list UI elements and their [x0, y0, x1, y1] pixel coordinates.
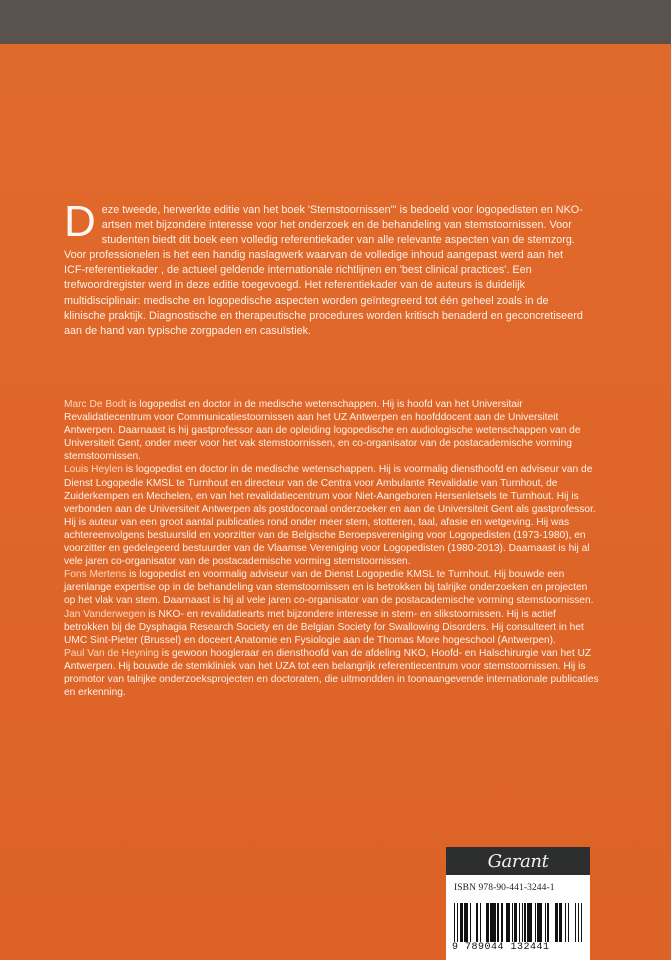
author-name: Louis Heylen — [64, 464, 123, 476]
barcode — [454, 903, 582, 942]
author-fons-mertens — [64, 568, 600, 607]
barcode-number: 9 789044 132441 — [452, 942, 550, 953]
author-name: Paul Van de Heyning — [64, 647, 159, 659]
author-name: Jan Vanderwegen — [64, 608, 146, 620]
barcode-bar — [581, 903, 582, 942]
isbn-label: ISBN 978-90-441-3244-1 — [454, 883, 555, 893]
author-biographies — [64, 398, 600, 699]
publisher-logo: Garant — [446, 847, 590, 875]
author-paul-van-de-heyning — [64, 647, 600, 699]
author-bio: is logopedist en doctor in de medische wetenschappen. Hij is hoofd van het Universitair Revalidatiecentrum voor Communicatiestoornissen aan het UZ Antwerpen en hoofddocent aan de Universiteit Antwerpen. Daarnaast is hij gastprofessor aan de opleiding logopedische en audiologische wetenschappen van de Universiteit Gent, onder meer voor het vak stemstoornissen, en co-organisator van de postacademische vorming stemstoornissen. — [64, 399, 581, 463]
introduction-paragraph: eze tweede, herwerkte editie van het boek 'Stemstoornissen"' is bedoeld voor logopedisten en NKO-artsen met bijzondere interesse voor het onderzoek en de behandeling van stemstoornissen. Voor studenten biedt dit boek een volledig referentiekader van alle relevante aspecten van de stemzorg. Voor professionelen is het een handig naslagwerk waarvan de volledige inhoud aangepast werd aan het ICF-referentiekader , de actueel geldende internationale richtlijnen en 'best clinical practices'. Een trefwoordregister werd in deze editie toegevoegd. Het referentiekader van de auteurs is duidelijk multidisciplinair: medische en logopedische aspecten worden geïntegreerd tot één geheel zoals in de klinische praktijk. Diagnostische en therapeutische procedures worden kritisch benaderd en geconcretiseerd aan de hand van typische zorgpaden en casuïstiek. — [64, 204, 583, 337]
author-name: Fons Mertens — [64, 569, 127, 581]
drop-cap-letter: D — [64, 197, 96, 246]
cover-introduction — [64, 197, 586, 339]
author-bio: is logopedist en doctor in de medische wetenschappen. Hij is voormalig diensthoofd en adviseur van de Dienst Logopedie KMSL te Turnhout en directeur van de Centra voor Ambulante Revalidatie van Turnhout, de Zuiderkempen en Mechelen, en van het revalidatiecentrum voor Niet-Aangeboren Hersenletsels te Turnhout. Hij is verbonden aan de Universiteit Antwerpen als postdocoraal onderzoeker en aan de Universiteit Gent als gastprofessor. Hij is auteur van een groot aantal publicaties rond onder meer stem, stotteren, taal, afasie en wetgeving. Hij was achtereenvolgens bestuurslid en voorzitter van de Belgische Beroepsvereniging voor Logopedisten (1973-1980), en voorzitter en gedelegeerd bestuurder van de Vlaamse Vereniging voor Logopedisten (1980-2013). Daarnaast is hij al vele jaren co-organisator van de postacademische vorming stemstoornissen. — [64, 464, 596, 568]
isbn-barcode-block — [446, 847, 590, 960]
author-jan-vanderwegen — [64, 608, 600, 647]
author-name: Marc De Bodt — [64, 399, 127, 410]
author-bio: is logopedist en voormalig adviseur van de Dienst Logopedie KMSL te Turnhout. Hij bouwde een jarenlange expertise op in de behandeling van stemstoornissen en is betrokken bij talrijke onderzoeken en projecten op het vlak van stem. Daarnaast is hij al vele jaren co-organisator van de postacademische vorming stemstoornissen. — [64, 569, 594, 607]
author-louis-heylen — [64, 463, 600, 568]
author-marc-de-bodt — [64, 398, 600, 463]
author-bio: is NKO- en revalidatiearts met bijzondere interesse in stem- en slikstoornissen. Hij is actief betrokken bij de Dysphagia Research Society en de Belgian Society for Swallowing Disorders. Hij consulteert in het UMC Sint-Pieter (Brussel) en doceert Anatomie en Fysiologie aan de Thomas More hogeschool (Antwerpen). — [64, 608, 584, 646]
author-bio: is gewoon hoogleraar en diensthoofd van de afdeling NKO, Hoofd- en Halschirurgie van het UZ Antwerpen. Hij bouwde de stemkliniek van het UZA tot een belangrijk referentiecentrum voor stemstoornissen. Hij is promotor van talrijke onderzoeksprojecten en doctoraten, die uitmondden in toonaangevende internationale publicaties en erkenning. — [64, 647, 599, 699]
